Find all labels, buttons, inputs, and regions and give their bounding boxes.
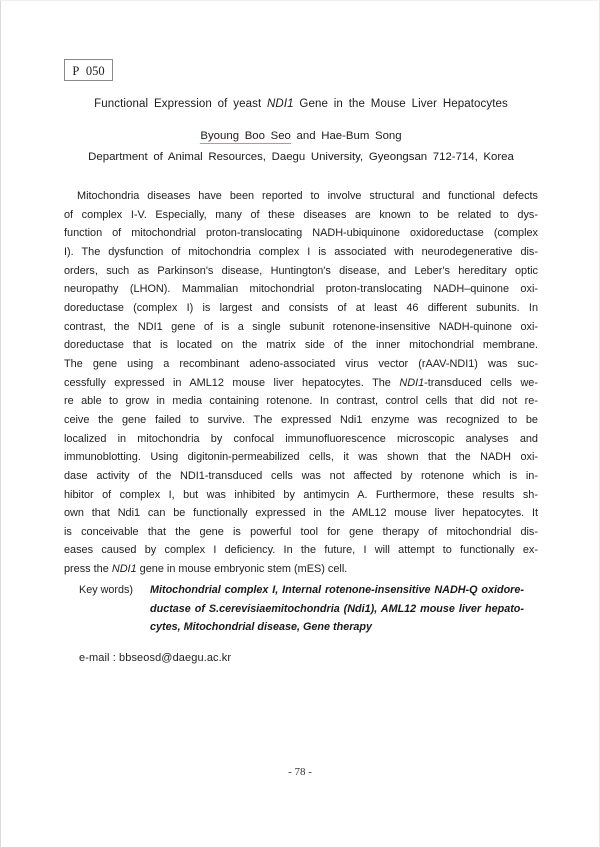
- text-segment: and Hae-Bum Song: [290, 130, 402, 142]
- text-segment: orders, such as Parkinson's disease, Huntington's disease, and Leber's hereditary optic: [64, 264, 538, 277]
- abstract-line: [64, 467, 538, 486]
- abstract-line: [64, 504, 538, 523]
- text-segment: The gene using a recombinant adeno-associated virus vector (rAAV-NDI1) was suc-: [64, 357, 538, 370]
- text-segment: doreductase (complex I) is largest and consists of at least 46 different subunits. In: [64, 301, 538, 314]
- email-line: e-mail : bbseosd@daegu.ac.kr: [79, 652, 232, 664]
- abstract-line: [64, 541, 538, 560]
- text-segment: doreductase that is located on the matrix side of the inner mitochondrial membrane.: [64, 339, 538, 352]
- abstract-line: [64, 430, 538, 449]
- text-segment: neuropathy (LHON). Mammalian mitochondrial proton-translocating NADH–quinone oxi-: [64, 283, 538, 296]
- abstract-line: [64, 299, 538, 318]
- text-segment: re able to grow in media containing rotenone. In contrast, control cells that did not re-: [64, 395, 538, 408]
- abstract-line: [64, 243, 538, 262]
- abstract-line: [64, 411, 538, 430]
- abstract-line: [64, 280, 538, 299]
- text-segment: hibitor of complex I, but was inhibited by antimycin A. Furthermore, these results sh-: [64, 488, 538, 501]
- keywords-line: ductase of S.cerevisiaemitochondria (Ndi1), AML12 mouse liver hepato-: [150, 602, 524, 615]
- abstract-line: [64, 224, 538, 243]
- abstract-line: [64, 523, 538, 542]
- abstract-line: [64, 187, 538, 206]
- text-segment: dase activity of the NDI1-transduced cells was not affected by rotenone which is in-: [64, 469, 538, 482]
- text-segment: contrast, the NDI1 gene of is a single subunit rotenone-insensitive NADH-quinone oxi-: [64, 320, 538, 333]
- text-segment: localized in mitochondria by confocal immunofluorescence microscopic analyses and: [64, 432, 538, 445]
- text-segment: ceive the gene failed to survive. The expressed Ndi1 enzyme was recognized to be: [64, 413, 538, 426]
- text-segment: -transduced cells we-: [424, 376, 538, 389]
- authors-line: [64, 130, 538, 142]
- abstract-paragraph: [64, 187, 538, 579]
- keywords-text: [150, 581, 524, 637]
- text-segment: of complex I-V. Especially, many of these diseases are known to be related to dys-: [64, 208, 538, 221]
- abstract-line: [64, 374, 538, 393]
- text-segment: function of mitochondrial proton-translocating NADH-ubiquinone oxidoreductase (complex: [64, 227, 538, 240]
- text-segment: Mitochondria diseases have been reported to involve structural and functional defects: [77, 190, 538, 202]
- text-segment: gene in mouse embryonic stem (mES) cell.: [136, 563, 348, 576]
- abstract-line: [64, 560, 538, 579]
- keywords-line: cytes, Mitochondrial disease, Gene therapy: [150, 621, 373, 633]
- text-segment: press the: [64, 563, 112, 576]
- text-segment: NDI1: [111, 563, 137, 576]
- text-segment: Gene in the Mouse Liver Hepatocytes: [293, 98, 508, 110]
- abstract-line: [64, 448, 538, 467]
- poster-number-box: [64, 59, 113, 81]
- abstract-line: [64, 262, 538, 281]
- poster-number-label: P 050: [72, 64, 105, 78]
- paper-title: [64, 98, 538, 110]
- text-segment: Byoung Boo Seo: [200, 130, 291, 142]
- text-segment: cessfully expressed in AML12 mouse liver hepatocytes. The: [64, 376, 400, 389]
- keywords-label: Key words): [79, 584, 134, 596]
- text-segment: own that Ndi1 can be functionally expressed in the AML12 mouse liver hepatocytes. It: [64, 507, 538, 520]
- text-segment: immunoblotting. Using digitonin-permeabilized cells, it was shown that the NADH oxi-: [64, 451, 538, 464]
- abstract-line: [64, 355, 538, 374]
- abstract-line: [64, 206, 538, 225]
- text-segment: Functional Expression of yeast: [94, 98, 268, 110]
- text-segment: I). The dysfunction of mitochondria complex I is associated with neurodegenerative dis-: [64, 245, 538, 258]
- abstract-line: [64, 486, 538, 505]
- abstract-line: [64, 336, 538, 355]
- affiliation-line: Department of Animal Resources, Daegu University, Gyeongsan 712-714, Korea: [88, 151, 514, 163]
- keywords-block: [64, 581, 524, 637]
- text-segment: eases caused by complex I deficiency. In the future, I will attempt to functionally ex-: [64, 544, 538, 557]
- page-number: - 78 -: [288, 766, 312, 778]
- text-segment: NDI1: [399, 376, 425, 389]
- abstract-line: [64, 392, 538, 411]
- keywords-line: Mitochondrial complex I, Internal rotenone-insensitive NADH-Q oxidore-: [150, 584, 524, 596]
- text-segment: NDI1: [267, 98, 294, 110]
- text-segment: is conceivable that the gene is powerful tool for gene therapy of mitochondrial dis-: [64, 525, 538, 538]
- abstract-line: [64, 318, 538, 337]
